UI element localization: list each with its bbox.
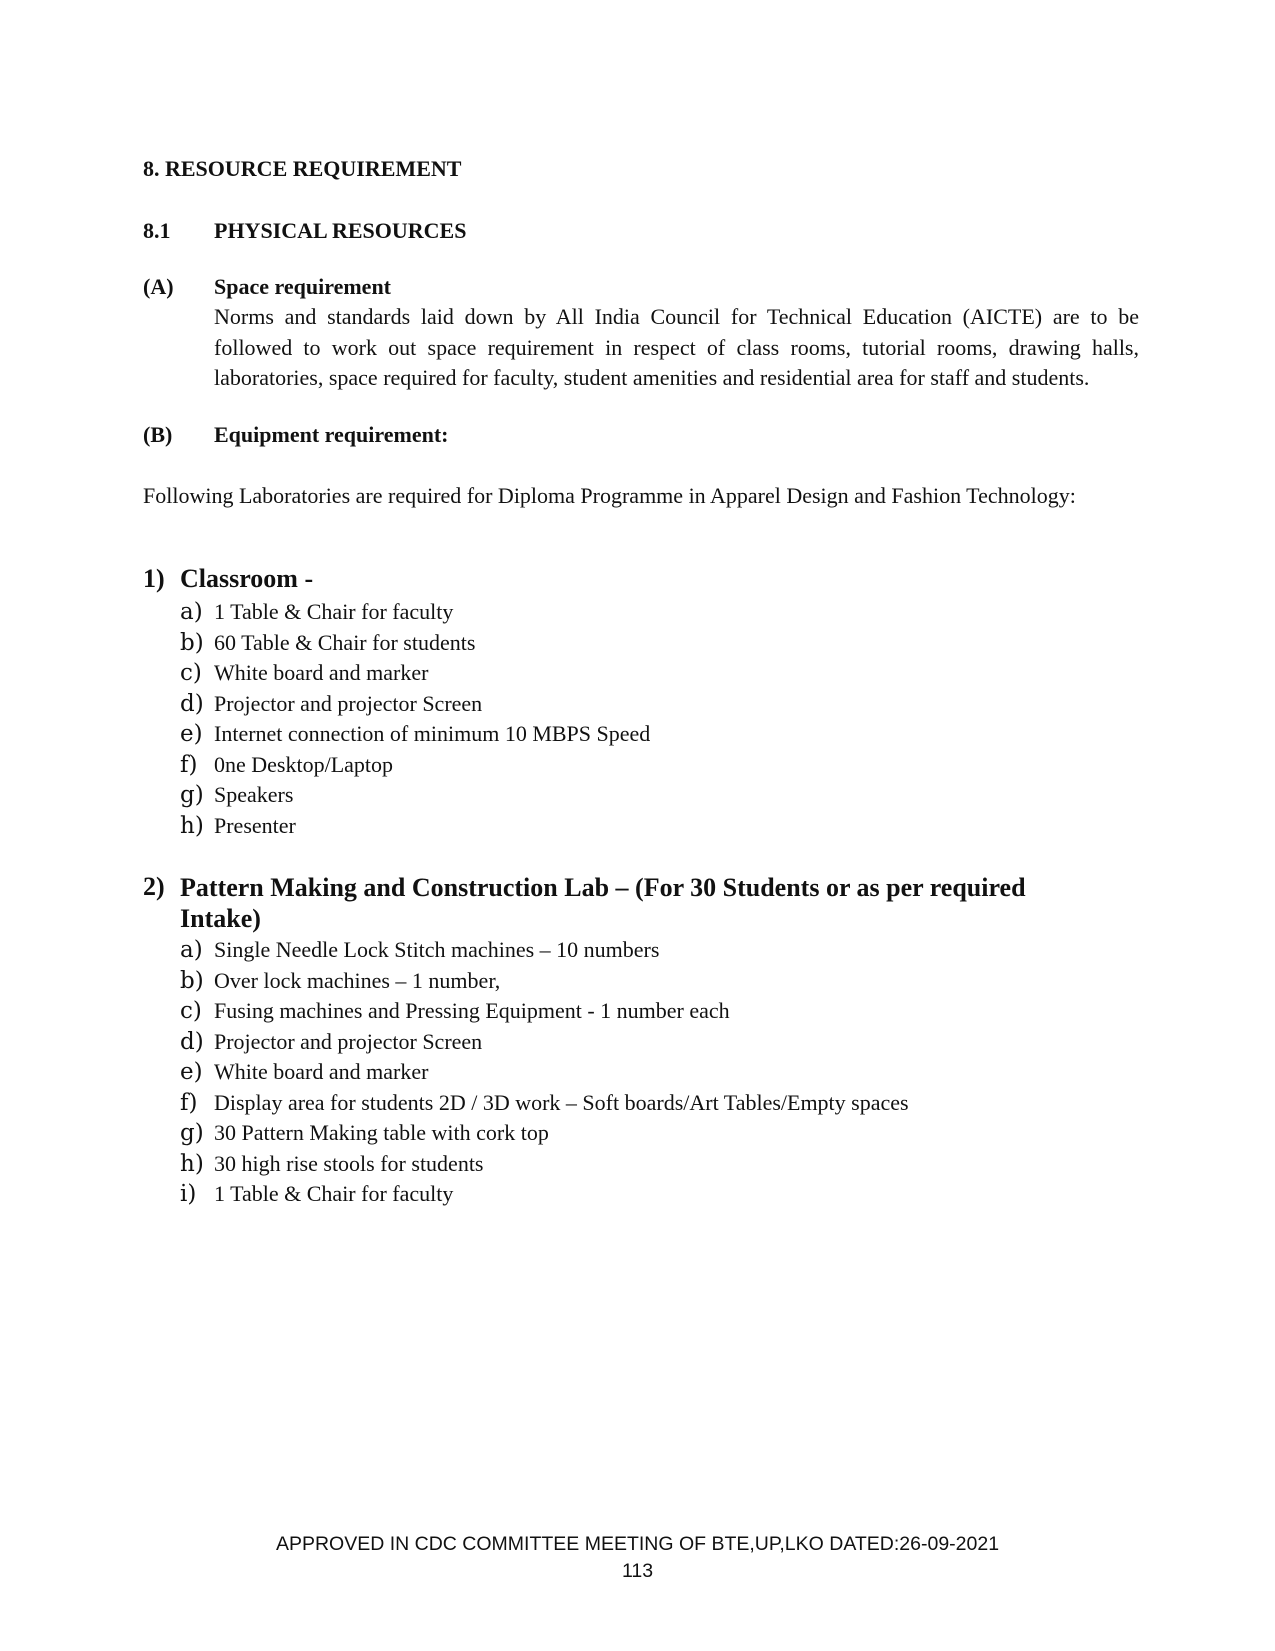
list-item-marker: b) <box>180 967 204 994</box>
list-item-text: 1 Table & Chair for faculty <box>214 599 454 624</box>
list-item-text: Over lock machines – 1 number, <box>214 967 501 993</box>
clause-marker-b: (B) <box>143 422 173 447</box>
list-item-text: 30 high rise stools for students <box>214 1150 484 1176</box>
list-item-text: 60 Table & Chair for students <box>214 629 476 655</box>
clause-heading-space-requirement: Space requirement <box>214 274 391 299</box>
subsection-number: 8.1 <box>143 218 171 243</box>
list-item-marker: d) <box>180 1028 204 1055</box>
lab-heading-classroom: Classroom - <box>180 564 314 593</box>
lab-heading-pattern-making: Pattern Making and Construction Lab – (For 30 Students or as per required Intake) <box>180 873 1026 933</box>
list-item-text: 30 Pattern Making table with cork top <box>214 1120 549 1145</box>
laboratories-intro-text: Following Laboratories are required for Diploma Programme in Apparel Design and Fashion Technology: <box>143 483 1076 508</box>
list-item-marker: b) <box>180 629 204 656</box>
clause-heading-equipment-requirement: Equipment requirement: <box>214 422 449 447</box>
list-item-marker: e) <box>180 1059 203 1085</box>
section-heading-resource-requirement: 8. RESOURCE REQUIREMENT <box>143 156 462 181</box>
list-item-marker: a) <box>180 937 203 963</box>
list-item-marker: f) <box>180 1089 198 1116</box>
subsection-heading-physical-resources: PHYSICAL RESOURCES <box>214 218 467 243</box>
list-item-marker: f) <box>180 751 198 778</box>
list-item-text: 0ne Desktop/Laptop <box>214 751 394 777</box>
list-item-text: Single Needle Lock Stitch machines – 10 numbers <box>214 937 660 962</box>
list-item-marker: g) <box>180 1120 204 1146</box>
list-item-text: Internet connection of minimum 10 MBPS Speed <box>214 721 651 746</box>
lab-number-2: 2) <box>143 872 165 901</box>
list-item-marker: a) <box>180 599 203 625</box>
space-requirement-paragraph: Norms and standards laid down by All India Council for Technical Education (AICTE) are to be followed to work out space requirement in respect of class rooms, tutorial rooms, drawing halls, laboratories, space required for faculty, student amenities and residential area for staff and students. <box>214 304 1139 390</box>
list-item-marker: g) <box>180 782 204 808</box>
list-item-text: Fusing machines and Pressing Equipment - 1 number each <box>214 998 730 1023</box>
list-item-marker: c) <box>180 998 202 1024</box>
list-item-marker: h) <box>180 812 204 839</box>
list-item-marker: e) <box>180 721 203 747</box>
list-item-text: Projector and projector Screen <box>214 1028 483 1054</box>
list-item-marker: d) <box>180 690 204 717</box>
page-number: 113 <box>621 1560 654 1582</box>
list-item-text: Projector and projector Screen <box>214 690 483 716</box>
lab-number-1: 1) <box>143 564 165 593</box>
list-item-text: White board and marker <box>214 660 429 685</box>
list-item-marker: i) <box>180 1181 197 1207</box>
list-item-text: Presenter <box>214 812 296 838</box>
list-item-text: 1 Table & Chair for faculty <box>214 1181 454 1206</box>
list-item-text: White board and marker <box>214 1059 429 1084</box>
list-item-marker: h) <box>180 1150 204 1177</box>
list-item-text: Display area for students 2D / 3D work – Soft boards/Art Tables/Empty spaces <box>214 1089 909 1115</box>
list-item-marker: c) <box>180 660 202 686</box>
footer-approval-note: APPROVED IN CDC COMMITTEE MEETING OF BTE,UP,LKO DATED:26-09-2021 <box>275 1533 1000 1555</box>
list-item-text: Speakers <box>214 782 294 807</box>
clause-marker-a: (A) <box>143 274 174 299</box>
